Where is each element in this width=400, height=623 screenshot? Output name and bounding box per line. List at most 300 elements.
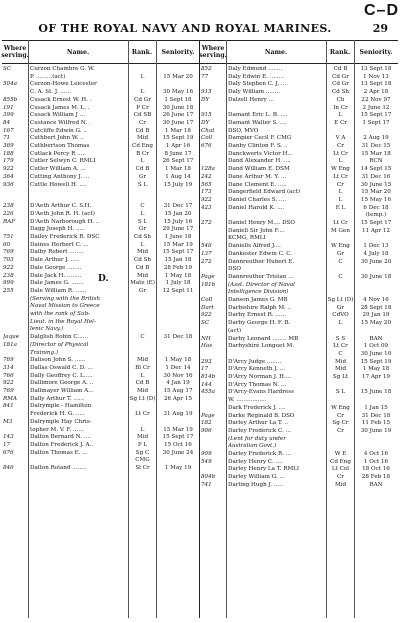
register-entry — [2, 105, 200, 113]
entry-rank: Lt Cr — [333, 173, 348, 180]
register-entry — [2, 219, 200, 227]
entry-rank: Lt Col — [331, 466, 350, 473]
entry-seniority: 1 Sept 17 — [362, 119, 390, 126]
register-entry — [200, 374, 398, 382]
register-entry — [200, 459, 398, 467]
entry-seniority: 15 Mar 20 — [361, 189, 391, 196]
register-entry — [2, 234, 200, 242]
entry-seniority: 12 Sept 11 — [162, 287, 194, 294]
entry-name: (Serving with the British — [30, 295, 101, 302]
entry-seniority: 17 Apr 19 — [361, 374, 391, 380]
entry-name: Dallmayer William A... — [30, 388, 94, 394]
entry-seniority: 1 Jan 15 — [364, 404, 388, 411]
section-letter: D. — [98, 274, 109, 284]
entry-rank: Cr — [337, 427, 344, 434]
register-entry — [2, 303, 200, 311]
entry-seniority: 15 Sept 17 — [360, 220, 392, 226]
entry-name: Daniel Harold K. .... — [228, 204, 285, 211]
register-entry — [2, 128, 200, 136]
entry-rank: L — [338, 196, 343, 203]
entry-rank: Cr — [337, 474, 344, 481]
entry-where-serving: Page — [201, 273, 215, 280]
entry-name: D'Arcy Judge ........ — [228, 358, 282, 365]
entry-seniority: 22 Nov 97 — [361, 96, 391, 103]
entry-name: P. .........(act) — [30, 73, 66, 80]
entry-where-serving: 369 — [3, 143, 14, 149]
entry-rank: S L — [137, 181, 148, 188]
register-entry — [2, 350, 200, 358]
entry-where-serving: 549 — [201, 458, 212, 465]
entry-name: Darby Leonard ........ MB — [228, 335, 299, 342]
register-entry — [200, 405, 398, 413]
register-entry — [200, 389, 398, 397]
register-entry — [200, 158, 398, 166]
entry-name: Frederick H. G. ..... — [30, 411, 85, 418]
register-entry — [2, 174, 200, 182]
register-entry — [2, 265, 200, 273]
entry-name: D'Aeth Arthur C. S.H. — [30, 203, 92, 210]
entry-seniority: 15 Mar 18 — [361, 150, 391, 157]
register-entry — [2, 311, 200, 319]
entry-rank: V A — [335, 135, 346, 142]
entry-rank: L — [338, 112, 343, 119]
entry-seniority: 30 June 17 — [162, 119, 194, 126]
entry-rank: Lt Cr — [333, 150, 348, 157]
register-entry — [200, 351, 398, 359]
entry-name: (Asst. Director of Naval — [228, 281, 295, 288]
entry-where-serving: Chat — [201, 127, 215, 134]
entry-where-serving: 364 — [3, 173, 14, 180]
entry-where-serving: 255 — [3, 287, 14, 294]
entry-where-serving: 77 — [201, 73, 209, 80]
entry-seniority: 15 Sept 17 — [360, 112, 392, 119]
entry-name: Darke Reginald B. DSO — [228, 412, 295, 419]
entry-seniority: 31 Aug 19 — [163, 411, 193, 418]
register-entry — [2, 342, 200, 350]
entry-rank: Cd B — [135, 166, 150, 173]
entry-name: Dalton Roland ........ — [30, 465, 87, 471]
entry-rank: C — [140, 334, 145, 341]
entry-seniority: 15 Sept 17 — [162, 249, 194, 256]
entry-name: Daly Edwin E. ........ — [228, 73, 285, 80]
register-entry — [2, 273, 200, 281]
entry-name: Dale Arthur J. ..... — [30, 257, 80, 264]
register-entry — [2, 457, 200, 465]
entry-seniority: 15 Mar 19 — [163, 241, 193, 248]
entry-name: C. A. St. J. ...... — [30, 89, 71, 96]
entry-rank: Cd B — [333, 66, 348, 72]
entry-rank: Cd Gr — [332, 81, 349, 88]
entry-where-serving: 922 — [3, 166, 14, 173]
register-entry — [200, 243, 398, 251]
entry-name: Curzon Chambre G. W. — [30, 66, 95, 72]
entry-seniority: 11 Apr 12 — [361, 227, 391, 234]
register-entry — [200, 251, 398, 259]
header-rank: Rank. — [329, 48, 351, 56]
register-entry — [2, 97, 200, 105]
entry-name: Danckwerts Victor H... — [228, 150, 293, 157]
entry-seniority: 1 July 18 — [165, 280, 191, 287]
entry-name: Dale Jack H. ........ — [30, 272, 82, 279]
entry-seniority: 1 May 18 — [164, 272, 192, 279]
entry-where-serving: 676 — [3, 449, 14, 456]
entry-where-serving: 769 — [3, 249, 14, 256]
entry-rank: L — [338, 189, 343, 196]
register-entry — [200, 259, 398, 267]
register-entry — [200, 312, 398, 320]
entry-rank: Lt Cr — [333, 343, 348, 350]
entry-seniority: 1 Mar 18 — [165, 127, 191, 134]
entry-seniority: 15 Mar 19 — [163, 426, 193, 433]
entry-seniority: 15 Jan 18 — [164, 257, 192, 264]
entry-where-serving: Has — [201, 343, 213, 350]
entry-seniority: 1 May 18 — [362, 366, 390, 373]
entry-rank: L — [140, 158, 145, 165]
entry-rank: Mid — [136, 434, 149, 441]
register-entry — [2, 296, 200, 304]
entry-rank: Sl Cr — [135, 465, 150, 471]
entry-name: W. ................. — [228, 397, 267, 404]
entry-rank: C — [338, 258, 343, 265]
register-entry — [2, 182, 200, 190]
entry-where-serving: Jaque — [3, 334, 20, 341]
entry-name: Dallas Oswald C. D. ... — [30, 364, 93, 371]
register-entry — [200, 228, 398, 236]
entry-rank: L — [140, 241, 145, 248]
entry-rank: Cd Eng — [132, 143, 153, 149]
entry-where-serving: 769 — [3, 357, 14, 364]
entry-seniority: RAN — [369, 481, 383, 488]
register-entry — [200, 336, 398, 344]
entry-name: Cuthbert John W. .. — [30, 135, 84, 142]
entry-where-serving: M3 — [3, 418, 13, 425]
register-entry — [2, 326, 200, 334]
entry-seniority: 15 Jan 20 — [164, 210, 192, 217]
register-entry — [200, 428, 398, 436]
entry-rank: Cd B — [135, 127, 150, 134]
register-entry — [200, 212, 398, 220]
entry-name: Darley Arthur La T. .. — [228, 420, 288, 427]
entry-seniority: 1 June 18 — [164, 234, 192, 240]
register-entry — [2, 280, 200, 288]
register-entry — [2, 403, 200, 411]
entry-name: Daines Herbert C. ... — [30, 241, 89, 248]
page-header — [10, 22, 390, 36]
register-entry — [200, 151, 398, 159]
entry-name: Darley Henry La T. RMLI — [228, 466, 300, 473]
entry-seniority: 2 Apr 18 — [363, 89, 389, 96]
header-name: Name. — [66, 48, 90, 56]
entry-seniority: 1 Nov 13 — [363, 73, 389, 80]
entry-name: D'Aeth Narborough H. .. — [30, 218, 100, 225]
entry-rank: Cd Sh — [331, 89, 350, 96]
entry-seniority: 4 Jan 19 — [166, 380, 190, 387]
entry-name: Daly Stephen C. J. .... — [228, 81, 288, 88]
entry-rank: P Cr — [136, 104, 149, 111]
entry-name: Custance Wilfred N. . — [30, 119, 91, 126]
entry-where-serving: 504a — [3, 81, 18, 88]
register-entry — [200, 297, 398, 305]
entry-name: Daly William ........ — [228, 89, 280, 96]
entry-name: Dale George ........ — [30, 264, 82, 271]
entry-name: DSO, MVO — [228, 127, 259, 134]
entry-rank: Sg C — [135, 449, 150, 456]
entry-rank: W Eng — [331, 166, 350, 173]
entry-rank: Sg Cr — [332, 420, 349, 427]
entry-rank: CMG — [135, 457, 150, 464]
entry-seniority: 15 Sept 19 — [162, 135, 194, 142]
entry-where-serving: DY — [201, 119, 210, 126]
entry-rank: S L — [137, 218, 148, 225]
register-entry — [200, 74, 398, 82]
register-entry — [2, 450, 200, 458]
entry-seniority: 15 Mar 20 — [163, 73, 193, 80]
register-entry — [200, 97, 398, 105]
entry-rank: Cd Eng — [330, 458, 351, 465]
entry-seniority: 11 Feb 15 — [361, 420, 391, 427]
entry-name: Dalzell Henry ... — [228, 96, 274, 103]
entry-name: Dally Arthur T. ...... — [30, 395, 85, 402]
entry-name: Darby Ernest R. ...... — [228, 312, 287, 319]
register-page — [2, 40, 398, 618]
entry-rank: Lt Cr — [135, 411, 150, 418]
entry-name: Dally Geoffrey C. L..... — [30, 372, 93, 379]
register-entry — [200, 120, 398, 128]
register-entry — [2, 396, 200, 404]
entry-name: Cusack William J ... — [30, 112, 85, 119]
entry-seniority: 15 May 16 — [360, 196, 391, 203]
entry-name: DSO — [228, 266, 241, 273]
register-entry — [2, 442, 200, 450]
entry-name: Dalglish Robin C...... — [30, 334, 89, 341]
entry-name: Darling Hugh J. ..... — [228, 481, 283, 488]
entry-name: D'Arcy Thomas N. ... — [228, 381, 287, 388]
entry-name: Damant Walter S. .... — [228, 119, 287, 126]
entry-rank: Bl Cr — [135, 364, 150, 371]
entry-seniority: 28 Feb 19 — [163, 264, 193, 271]
entry-where-serving: 181a — [3, 341, 18, 348]
entry-where-serving: 272 — [201, 258, 212, 265]
entry-seniority: 14 Sept 15 — [360, 166, 392, 173]
entry-name: Cuttle Howell H. .... — [30, 181, 87, 188]
entry-where-serving: 226 — [3, 210, 14, 217]
entry-seniority: 26 Sept 17 — [162, 158, 194, 165]
header-rank: Rank. — [131, 48, 153, 56]
entry-name: Dalton Thomas E. ... — [30, 449, 88, 456]
entry-name: Dallimore George A. .. — [30, 380, 94, 387]
entry-rank: L — [338, 158, 343, 165]
register-entry — [200, 420, 398, 428]
entry-rank: Mid — [136, 357, 149, 364]
entry-where-serving: 137 — [201, 250, 212, 257]
entry-where-serving: 17 — [3, 441, 11, 448]
entry-name: KCMG, RMLI — [228, 235, 266, 242]
entry-where-serving: 128a — [201, 166, 216, 173]
entry-seniority: 30 Nov 16 — [163, 372, 193, 379]
entry-name: Dalby Robert ........ — [30, 249, 84, 256]
entry-name: with the rank of Sub- — [30, 311, 91, 317]
register-entry — [200, 397, 398, 405]
page-title: OF THE ROYAL NAVY AND ROYAL MARINES. — [38, 22, 332, 35]
entry-where-serving: 751 — [3, 234, 14, 240]
register-entry — [200, 382, 398, 390]
entry-name: Darley William G. ... — [228, 474, 285, 481]
register-entry — [200, 143, 398, 151]
register-entry — [200, 343, 398, 351]
register-entry — [2, 319, 200, 327]
entry-name: Darley Frederick R. ... — [228, 451, 292, 457]
register-entry — [200, 282, 398, 290]
entry-name: D'Arcy Kenneth J. ... — [228, 366, 285, 373]
entry-seniority: 30 June 15 — [360, 181, 392, 188]
entry-rank: L — [140, 73, 145, 80]
entry-rank: M Gen — [331, 227, 350, 234]
entry-rank: W Eng — [331, 243, 350, 250]
register-entry — [200, 182, 398, 190]
entry-seniority: 1 Mar 18 — [165, 166, 191, 173]
entry-seniority: 1 Aug 14 — [165, 173, 191, 180]
entry-rank: Gr — [138, 173, 147, 180]
entry-seniority: 1 Dec 13 — [363, 243, 389, 250]
entry-rank: Mid — [334, 481, 347, 488]
register-entry — [200, 266, 398, 274]
entry-name: Darbishire Ralph M. .. — [228, 304, 292, 311]
entry-rank: Mid — [334, 366, 347, 373]
entry-seniority: 31 Dec 18 — [361, 412, 391, 419]
entry-name: lenic Navy.) — [30, 326, 64, 333]
register-entry — [2, 166, 200, 174]
register-entry — [200, 451, 398, 459]
entry-seniority: 28 Feb 18 — [361, 474, 391, 481]
entry-where-serving: 855b — [3, 96, 18, 103]
entry-name: Cusack James M. L. . — [30, 104, 90, 111]
entry-where-serving: 188 — [3, 150, 14, 157]
entry-where-serving: 922 — [3, 380, 14, 387]
header-where-serving: Where serving. — [199, 45, 227, 59]
entry-where-serving: 909 — [201, 451, 212, 457]
entry-rank: Cr — [337, 181, 344, 188]
entry-seniority: 30 June 24 — [162, 449, 194, 456]
entry-where-serving: 238 — [3, 203, 14, 210]
entry-seniority: 2 June 12 — [362, 104, 390, 111]
entry-seniority: 15 Sept 19 — [360, 358, 392, 365]
entry-rank: Cr — [139, 119, 146, 126]
register-entry — [2, 242, 200, 250]
entry-rank: Mid — [136, 135, 149, 142]
register-entry — [200, 413, 398, 421]
entry-name: Dannreuther Hubert E. — [228, 258, 295, 265]
register-entry — [2, 334, 200, 342]
register-entry — [200, 135, 398, 143]
entry-rank: Gr — [138, 226, 147, 233]
header-seniority: Seniority. — [359, 48, 393, 56]
entry-seniority: 31 Dec 16 — [361, 173, 391, 180]
entry-seniority: 13 Sept 18 — [360, 81, 392, 88]
register-entry — [2, 135, 200, 143]
entry-seniority: 30 June 10 — [360, 350, 392, 357]
register-entry — [200, 205, 398, 213]
entry-where-serving: 60 — [3, 241, 11, 248]
register-entry — [2, 66, 200, 74]
entry-where-serving: 852 — [201, 66, 212, 72]
register-entry — [200, 474, 398, 482]
entry-rank: Gr — [336, 304, 345, 311]
entry-seniority: 31 Dec 18 — [163, 334, 193, 341]
entry-where-serving: 915 — [201, 89, 212, 96]
entry-rank: Gr — [336, 250, 345, 257]
entry-where-serving: 769 — [3, 388, 14, 394]
entry-where-serving: 173 — [201, 189, 212, 196]
register-entry — [200, 166, 398, 174]
entry-rank: Sg Lt (D) — [129, 395, 156, 402]
entry-seniority: 31 Dec 17 — [163, 203, 193, 210]
entry-seniority: 15 Oct 16 — [164, 441, 192, 448]
register-entry — [2, 211, 200, 219]
entry-name: Cusack Ernest W. H. . — [30, 96, 92, 103]
register-entry — [2, 257, 200, 265]
entry-name: Cutting Anthony J. ... — [30, 173, 90, 180]
entry-name: Dankester Edwin C. C. — [228, 250, 293, 257]
entry-rank: In Cr — [333, 104, 348, 111]
entry-name: Dalton Bernard N. .... — [30, 434, 91, 441]
entry-seniority: 26 June 17 — [162, 112, 194, 119]
entry-seniority: 1 Oct 09 — [363, 343, 389, 350]
entry-rank: L — [140, 372, 145, 379]
register-entry — [200, 359, 398, 367]
register-entry — [200, 105, 398, 113]
entry-where-serving: 167 — [3, 127, 14, 134]
entry-where-serving: 143 — [3, 434, 14, 441]
entry-seniority: 30 June 20 — [360, 258, 392, 265]
entry-name: Dalrymple Hay Chris- — [30, 418, 92, 425]
entry-rank: W E — [334, 451, 347, 457]
register-entry — [200, 466, 398, 474]
entry-where-serving: Coll — [201, 297, 213, 303]
register-entry — [2, 74, 200, 82]
entry-name: Daly Edmund ........ — [228, 66, 283, 72]
entry-rank: E L — [335, 204, 346, 211]
entry-seniority: 15 May 20 — [360, 320, 391, 327]
header-seniority: Seniority. — [161, 48, 195, 56]
entry-rank: Gr — [138, 287, 147, 294]
register-entry — [2, 151, 200, 159]
entry-where-serving: Page — [201, 412, 215, 419]
entry-where-serving: 922 — [201, 196, 212, 203]
entry-where-serving: 846 — [3, 465, 14, 471]
entry-where-serving: Coll — [201, 135, 213, 142]
entry-rank: Cd Sh — [133, 234, 152, 240]
entry-seniority: 15 June 18 — [360, 389, 392, 396]
register-entry — [200, 274, 398, 282]
register-entry — [2, 288, 200, 296]
register-entry — [2, 365, 200, 373]
entry-where-serving: 293 — [201, 358, 212, 365]
entry-name: Cuthbertson Thomas — [30, 143, 90, 149]
entry-rank: Cr — [337, 143, 344, 149]
entry-rank: Cd Gr — [134, 96, 151, 103]
register-entry — [2, 427, 200, 435]
entry-name: Training.) — [30, 349, 59, 356]
register-entry — [200, 220, 398, 228]
entry-where-serving: 242 — [201, 173, 212, 180]
register-entry — [200, 320, 398, 328]
entry-seniority: 30 June 18 — [360, 273, 392, 280]
register-entry — [2, 143, 200, 151]
entry-seniority: 1 May 18 — [164, 357, 192, 364]
entry-name: Cutlack Percy R ..... — [30, 150, 87, 157]
entry-name: Daniel Henry M.... DSO — [228, 220, 296, 226]
register-entry — [2, 434, 200, 442]
